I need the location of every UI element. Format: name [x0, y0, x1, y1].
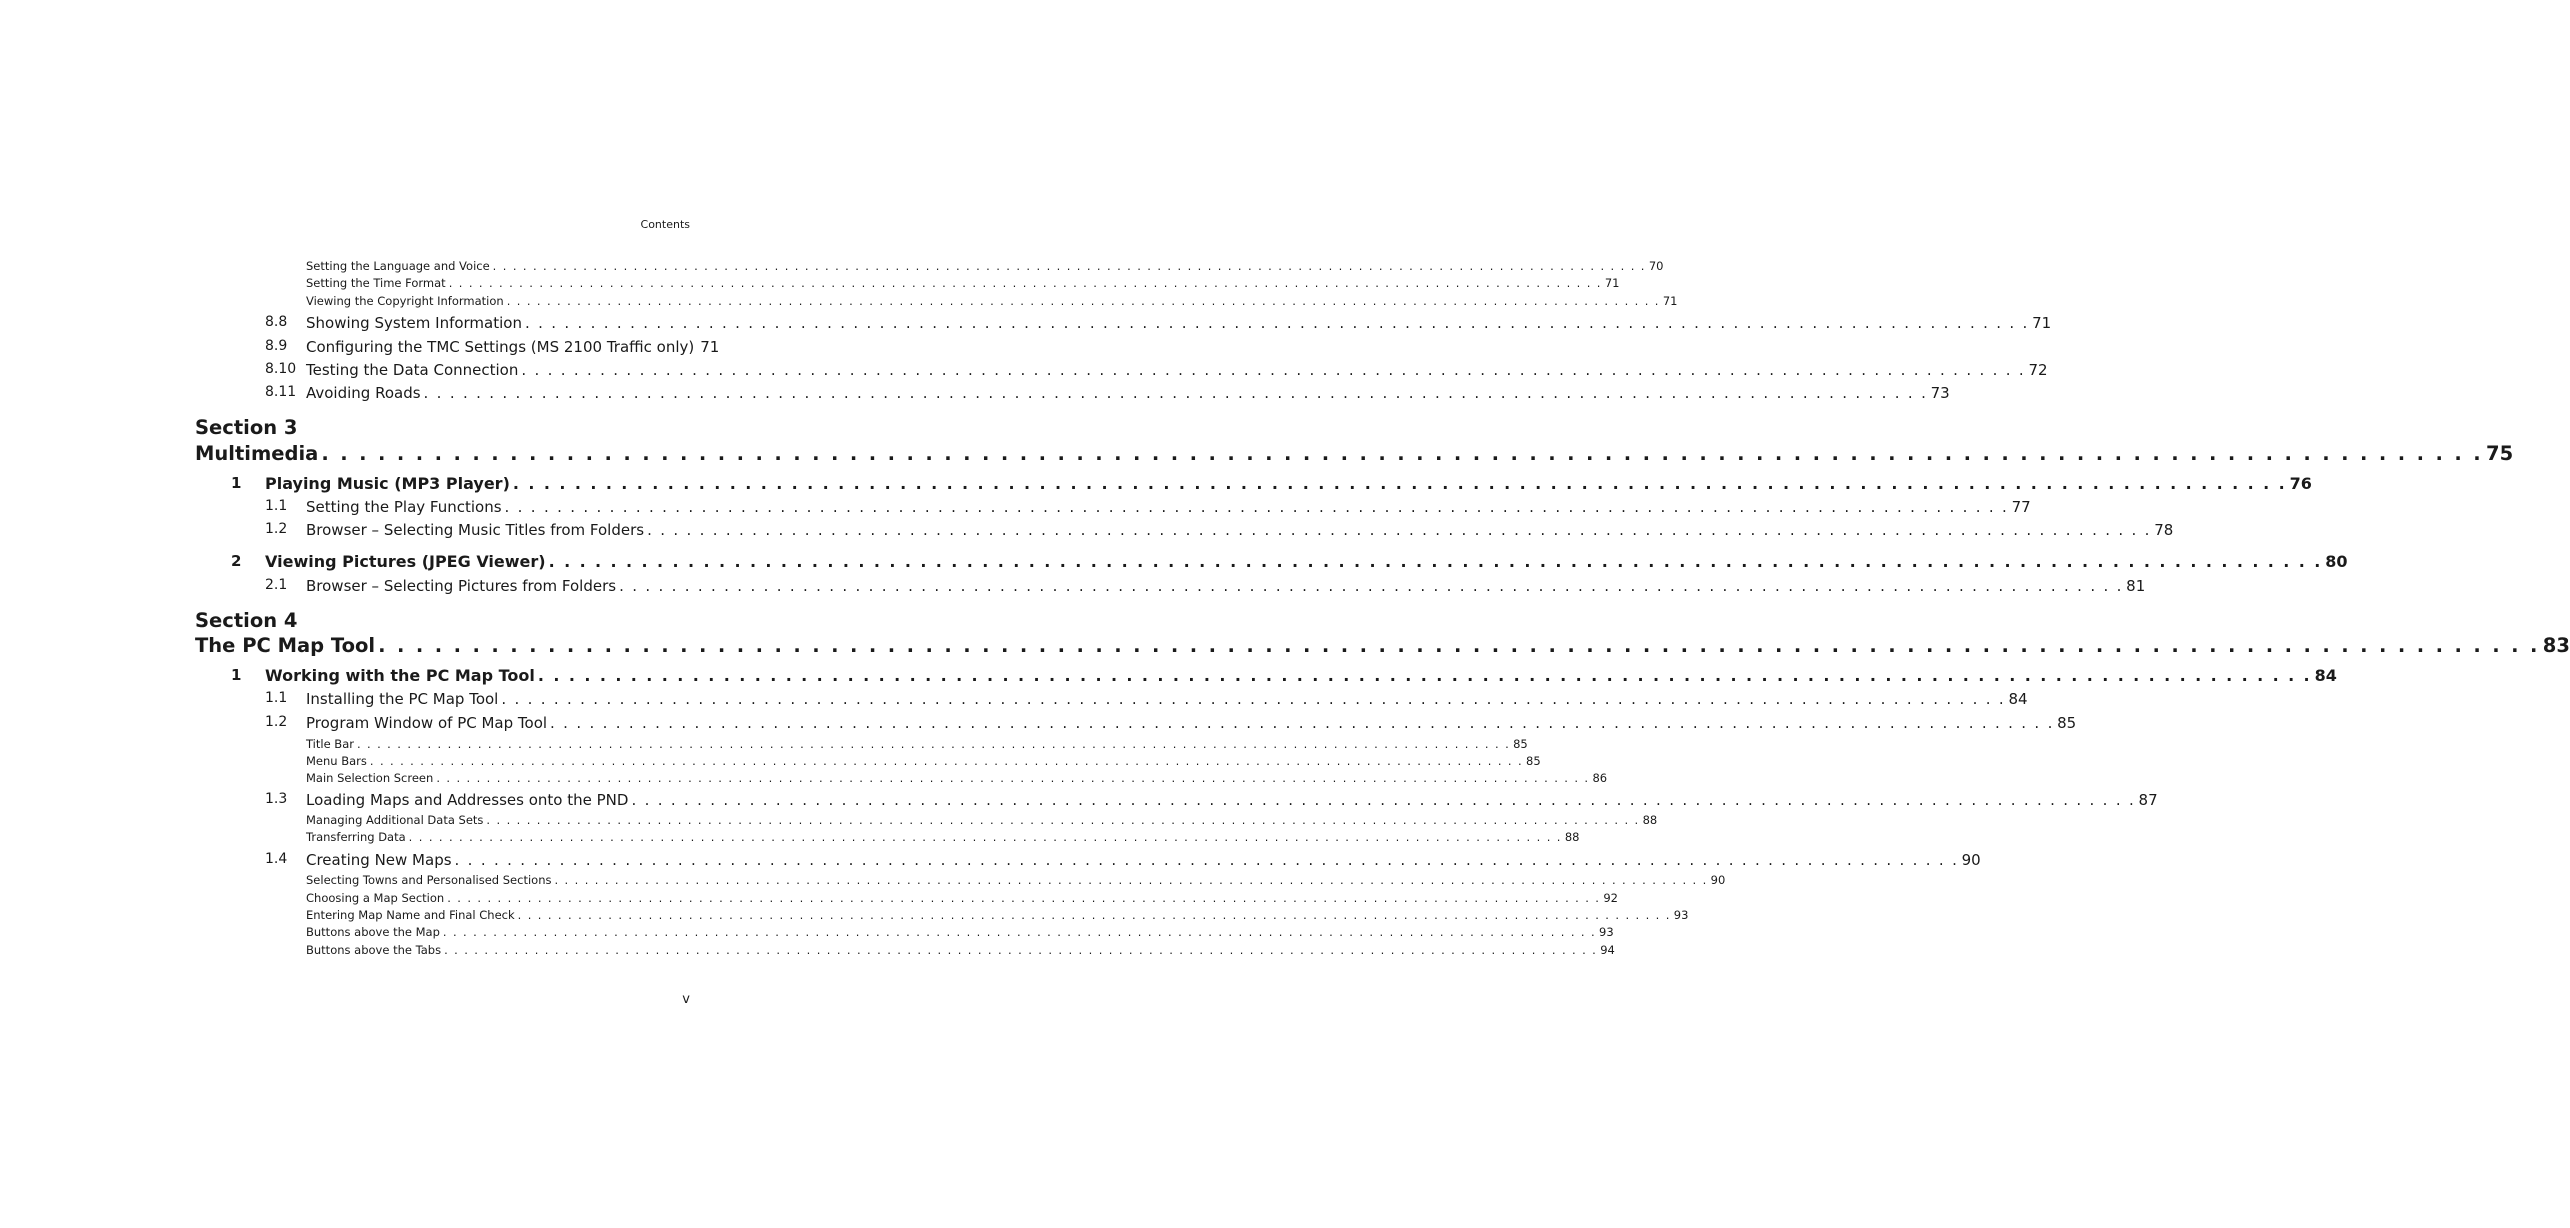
toc-entry-page: 76: [2289, 474, 2312, 493]
toc-entry-page: 90: [1710, 873, 1726, 887]
toc-entry-title: Loading Maps and Addresses onto the PND: [306, 791, 629, 809]
toc-entry-title: Program Window of PC Map Tool: [306, 714, 548, 732]
dot-leader: . . . . . . . . . . . . . . . . . . . . . . . . . . . . . . . . . . . . . . . . . . . . . . . . . . . . . . . . . . . . . . . . . . . . . . . . . . . . . . . . . . . . . . . . . . . . . . . . . . . . . . . . . . . . . . . . . . .: [504, 498, 2009, 516]
toc-entry-title: Setting the Time Format: [306, 276, 446, 290]
toc-entry-number: 8.8: [265, 314, 288, 330]
dot-leader: . . . . . . . . . . . . . . . . . . . . . . . . . . . . . . . . . . . . . . . . . . . . . . . . . . . . . . . . . . . . . . . . . . . . . . . . . . . . . . . . . . . . . . . . . . . . . . . . . . . . . . . . . . . . . . . . . . .: [554, 873, 1708, 887]
dot-leader: . . . . . . . . . . . . . . . . . . . . . . . . . . . . . . . . . . . . . . . . . . . . . . . . . . . . . . . . . . . . . . . . . . . . . . . . . . . . . . . . . . . . . . . . . . . . . . . . . . . . . . . . . . . . . . . . . . .: [436, 771, 1590, 785]
dot-leader: . . . . . . . . . . . . . . . . . . . . . . . . . . . . . . . . . . . . . . . . . . . . . . . . . . . . . . . . . . . . . . . . . . . . . . . . . . . . . . . . . . . . . . . . . . . . . . . . . . . . . . . . . . . . . . . . . . .: [521, 361, 2026, 379]
dot-leader: . . . . . . . . . . . . . . . . . . . . . . . . . . . . . . . . . . . . . . . . . . . . . . . . . . . . . . . . . . . . . . . . . . . . . . . . . . . . . . . . . . . . . . . . . . . . . . . . . . . . . . . . . . . . . . . . . . .: [512, 474, 2287, 493]
dot-leader: . . . . . . . . . . . . . . . . . . . . . . . . . . . . . . . . . . . . . . . . . . . . . . . . . . . . . . . . . . . . . . . . . . . . . . . . . . . . . . . . . . . . . . . . . . . . . . . . . . . . . . . . . . . . . . . . . . .: [548, 552, 2323, 571]
toc-entry-title: Browser – Selecting Pictures from Folders: [306, 577, 617, 595]
section-label: Section 3: [195, 416, 298, 439]
toc-entry-page: 71: [2032, 314, 2052, 332]
toc-entry-number: 8.10: [265, 361, 297, 377]
toc-entry-title: The PC Map Tool: [195, 634, 376, 657]
dot-leader: . . . . . . . . . . . . . . . . . . . . . . . . . . . . . . . . . . . . . . . . . . . . . . . . . . . . . . . . . . . . . . . . . . . . . . . . . . . . . . . . . . . . . . . . . . . . . . . . . . . . . . . . . . . . . . . . . . .: [408, 830, 1562, 844]
toc-entry-title: Choosing a Map Section: [306, 891, 445, 905]
toc-entry-page: 90: [1961, 851, 1981, 869]
toc-entry-page: 72: [2028, 361, 2048, 379]
toc-entry-number: 8.9: [265, 338, 288, 354]
toc-entry-page: 84: [2314, 666, 2337, 685]
toc-entry-page: 73: [1930, 384, 1950, 402]
toc-entry-title: Working with the PC Map Tool: [265, 666, 535, 685]
toc-entry-title: Transferring Data: [306, 830, 406, 844]
toc-entry-title: Configuring the TMC Settings (MS 2100 Traffic only): [306, 338, 695, 356]
toc-entry-page: 85: [1513, 737, 1528, 751]
toc-entry-page: 88: [1642, 813, 1658, 827]
dot-leader: . . . . . . . . . . . . . . . . . . . . . . . . . . . . . . . . . . . . . . . . . . . . . . . . . . . . . . . . . . . . . . . . . . . . . . . . . . . . . . . . . . . . . . . . . . . . . . . . . . . . . . . . . . . . . . . . . . .: [550, 714, 2055, 732]
dot-leader: . . . . . . . . . . . . . . . . . . . . . . . . . . . . . . . . . . . . . . . . . . . . . . . . . . . . . . . . . . . . . . . . . . . . . . . . . . . . . . . . . . . . . . . . . . . . . . . . . . . . . . . . . . . . . . . . . . .: [454, 851, 1959, 869]
page-number: v: [682, 992, 690, 1007]
toc-entry-title: Setting the Play Functions: [306, 498, 502, 516]
toc-entry-title: Main Selection Screen: [306, 771, 434, 785]
dot-leader: . . . . . . . . . . . . . . . . . . . . . . . . . . . . . . . . . . . . . . . . . . . . . . . . . . . . . . . . . . . . . . . . . . . . . . . . . . . . . . . . . . . . . . . . . . . . . . . . . . . . . . . . . . . . . . . . . . .: [631, 791, 2136, 809]
dot-leader: . . . . . . . . . . . . . . . . . . . . . . . . . . . . . . . . . . . . . . . . . . . . . . . . . . . . . . . . . . . . . . . . . . . . . . . . . . . . . . . . . . . . . . . . . . . . . . . . . . . . . . . . . . . . . . . . . . .: [517, 908, 1671, 922]
toc-entry-title: Avoiding Roads: [306, 384, 421, 402]
toc-entry-title: Installing the PC Map Tool: [306, 690, 499, 708]
toc-entry-title: Testing the Data Connection: [306, 361, 519, 379]
toc-entry-page: 87: [2138, 791, 2158, 809]
toc-entry-page: 80: [2325, 552, 2348, 571]
dot-leader: . . . . . . . . . . . . . . . . . . . . . . . . . . . . . . . . . . . . . . . . . . . . . . . . . . . . . . . . . . . . . . . . . . . . . . . . . . . . . . . . . . . . . . . . . . . . . . . . . . . . . . . . . . . . . . . . . . .: [356, 737, 1511, 751]
dot-leader: . . . . . . . . . . . . . . . . . . . . . . . . . . . . . . . . . . . . . . . . . . . . . . . . . . . . . . . . . . . . . . . . . . . . . . . . . . . . . . . . . . . . . . . . . . . . . . . . . . . . . . . . . . . . . . . . . . .: [647, 521, 2152, 539]
toc-entry-title: Managing Additional Data Sets: [306, 813, 484, 827]
toc-entry-page: 94: [1600, 943, 1615, 957]
toc-entry-page: 78: [2154, 521, 2174, 539]
toc-entry-page: 93: [1673, 908, 1689, 922]
dot-leader: . . . . . . . . . . . . . . . . . . . . . . . . . . . . . . . . . . . . . . . . . . . . . . . . . . . . . . . . . . . . . . . . . . . . . . . . . . . . . . . . . . . . . . . . . . . . . . . . . . . . . . . . . . . . . . . . . . .: [492, 259, 1646, 273]
toc-entry-page: 83: [2542, 634, 2570, 657]
toc-entry-title: Multimedia: [195, 442, 319, 465]
toc-entry-number: 1.3: [265, 791, 288, 807]
toc-entry-title: Creating New Maps: [306, 851, 452, 869]
toc-entry-page: 88: [1564, 830, 1580, 844]
dot-leader: . . . . . . . . . . . . . . . . . . . . . . . . . . . . . . . . . . . . . . . . . . . . . . . . . . . . . . . . . . . . . . . . . . . . . . . . . . . . . . . . . . . . . . . . . . . . . . . . . . . . . . . . . . . . . . . . . . .: [444, 943, 1598, 957]
toc-entry-number: 2: [231, 552, 242, 570]
toc-entry-page: 81: [2126, 577, 2146, 595]
toc-entry-page: 75: [2486, 442, 2514, 465]
toc-entry-number: 1.4: [265, 851, 288, 867]
dot-leader: . . . . . . . . . . . . . . . . . . . . . . . . . . . . . . . . . . . . . . . . . . . . . . . . . . . . . . . . . . . . . . . . . . . . . . . . . . . . . . . . . . . . . . . . . . . . . . . . . . . . . . . . . . . . . . . . . . .: [486, 813, 1640, 827]
toc-entry-title: Setting the Language and Voice: [306, 259, 490, 273]
toc-entry-title: Browser – Selecting Music Titles from Folders: [306, 521, 645, 539]
toc-entry-number: 1: [231, 474, 242, 492]
dot-leader: . . . . . . . . . . . . . . . . . . . . . . . . . . . . . . . . . . . . . . . . . . . . . . . . . . . . . . . . . . . . . . . . . . . . . . . . . . . . . . . . . . . . . . . . . . . . . . . . . . . . . . . . . . . . . . . . . . .: [378, 634, 2540, 657]
dot-leader: . . . . . . . . . . . . . . . . . . . . . . . . . . . . . . . . . . . . . . . . . . . . . . . . . . . . . . . . . . . . . . . . . . . . . . . . . . . . . . . . . . . . . . . . . . . . . . . . . . . . . . . . . . . . . . . . . . .: [448, 276, 1602, 290]
toc-entry-title: Showing System Information: [306, 314, 522, 332]
toc-entry-title: Buttons above the Tabs: [306, 943, 442, 957]
toc-entry-title: Viewing Pictures (JPEG Viewer): [265, 552, 546, 571]
dot-leader: . . . . . . . . . . . . . . . . . . . . . . . . . . . . . . . . . . . . . . . . . . . . . . . . . . . . . . . . . . . . . . . . . . . . . . . . . . . . . . . . . . . . . . . . . . . . . . . . . . . . . . . . . . . . . . . . . . .: [321, 442, 2483, 465]
toc-entry-title: Viewing the Copyright Information: [306, 294, 504, 308]
dot-leader: . . . . . . . . . . . . . . . . . . . . . . . . . . . . . . . . . . . . . . . . . . . . . . . . . . . . . . . . . . . . . . . . . . . . . . . . . . . . . . . . . . . . . . . . . . . . . . . . . . . . . . . . . . . . . . . . . . .: [619, 577, 2124, 595]
toc-entry-title: Playing Music (MP3 Player): [265, 474, 510, 493]
toc-entry-number: 8.11: [265, 384, 297, 400]
toc-entry-page: 85: [2057, 714, 2077, 732]
section-label: Section 4: [195, 609, 298, 632]
toc-entry-page: 71: [1662, 294, 1678, 308]
dot-leader: . . . . . . . . . . . . . . . . . . . . . . . . . . . . . . . . . . . . . . . . . . . . . . . . . . . . . . . . . . . . . . . . . . . . . . . . . . . . . . . . . . . . . . . . . . . . . . . . . . . . . . . . . . . . . . . . . . .: [442, 925, 1597, 939]
toc-entry-title: Entering Map Name and Final Check: [306, 908, 515, 922]
toc-entry-title: Menu Bars: [306, 754, 367, 768]
toc-entry-page: 92: [1603, 891, 1618, 905]
dot-leader: . . . . . . . . . . . . . . . . . . . . . . . . . . . . . . . . . . . . . . . . . . . . . . . . . . . . . . . . . . . . . . . . . . . . . . . . . . . . . . . . . . . . . . . . . . . . . . . . . . . . . . . . . . . . . . . . . . .: [423, 384, 1928, 402]
dot-leader: . . . . . . . . . . . . . . . . . . . . . . . . . . . . . . . . . . . . . . . . . . . . . . . . . . . . . . . . . . . . . . . . . . . . . . . . . . . . . . . . . . . . . . . . . . . . . . . . . . . . . . . . . . . . . . . . . . .: [537, 666, 2312, 685]
toc-entry-page: 85: [1526, 754, 1541, 768]
toc-entry-page: 86: [1592, 771, 1608, 785]
dot-leader: . . . . . . . . . . . . . . . . . . . . . . . . . . . . . . . . . . . . . . . . . . . . . . . . . . . . . . . . . . . . . . . . . . . . . . . . . . . . . . . . . . . . . . . . . . . . . . . . . . . . . . . . . . . . . . . . . . .: [501, 690, 2006, 708]
toc-entry-title: Buttons above the Map: [306, 925, 440, 939]
toc-entry-number: 1.1: [265, 498, 288, 514]
toc-entry-title: Title Bar: [306, 737, 354, 751]
dot-leader: . . . . . . . . . . . . . . . . . . . . . . . . . . . . . . . . . . . . . . . . . . . . . . . . . . . . . . . . . . . . . . . . . . . . . . . . . . . . . . . . . . . . . . . . . . . . . . . . . . . . . . . . . . . . . . . . . . .: [369, 754, 1524, 768]
toc-entry-number: 1.2: [265, 714, 288, 730]
toc-entry-title: Selecting Towns and Personalised Sections: [306, 873, 552, 887]
toc-entry-page: 77: [2011, 498, 2031, 516]
toc-entry-page: 70: [1648, 259, 1664, 273]
toc-entry-number: 1.1: [265, 690, 288, 706]
toc-entry-page: 71: [1604, 276, 1620, 290]
toc-entry-number: 2.1: [265, 577, 288, 593]
toc-entry-number: 1.2: [265, 521, 288, 537]
running-header: Contents: [640, 218, 690, 231]
toc-entry-page: 71: [700, 338, 720, 356]
toc-entry-page: 93: [1599, 925, 1614, 939]
dot-leader: . . . . . . . . . . . . . . . . . . . . . . . . . . . . . . . . . . . . . . . . . . . . . . . . . . . . . . . . . . . . . . . . . . . . . . . . . . . . . . . . . . . . . . . . . . . . . . . . . . . . . . . . . . . . . . . . . . .: [447, 891, 1601, 905]
dot-leader: . . . . . . . . . . . . . . . . . . . . . . . . . . . . . . . . . . . . . . . . . . . . . . . . . . . . . . . . . . . . . . . . . . . . . . . . . . . . . . . . . . . . . . . . . . . . . . . . . . . . . . . . . . . . . . . . . . .: [524, 314, 2030, 332]
dot-leader: . . . . . . . . . . . . . . . . . . . . . . . . . . . . . . . . . . . . . . . . . . . . . . . . . . . . . . . . . . . . . . . . . . . . . . . . . . . . . . . . . . . . . . . . . . . . . . . . . . . . . . . . . . . . . . . . . . .: [506, 294, 1660, 308]
toc-entry-number: 1: [231, 666, 242, 684]
toc-entry-page: 84: [2008, 690, 2028, 708]
